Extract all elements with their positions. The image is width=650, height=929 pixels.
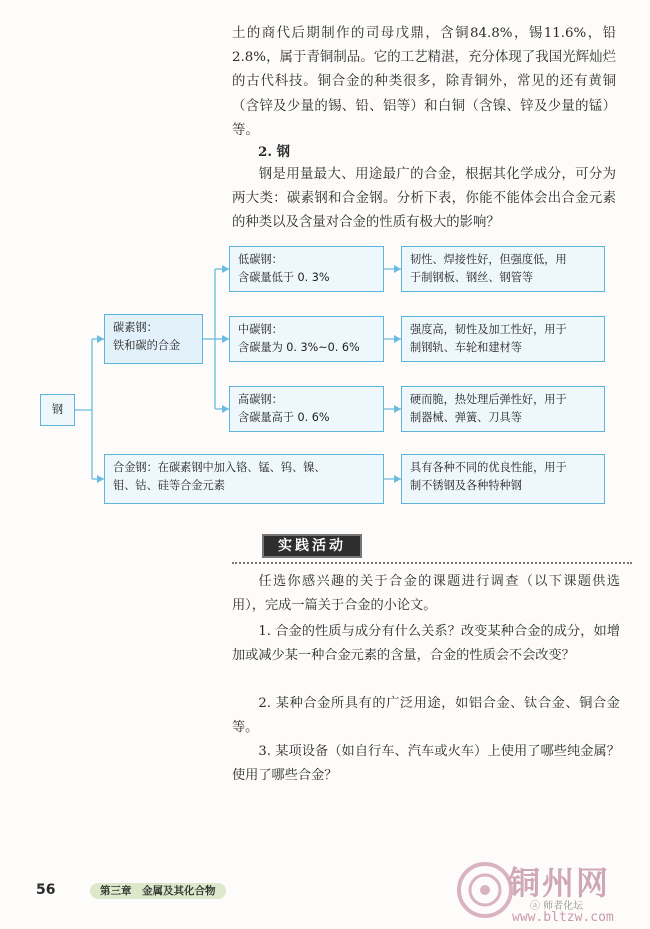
- steel-paragraph: 钢是用量最大、用途最广的合金，根据其化学成分，可分为两大类：碳素钢和合金钢。分析下表，你能不能体会出合金元素的种类以及含量对合金的性质有极大的影响？: [232, 167, 616, 231]
- mid-carbon-box: [229, 316, 384, 362]
- watermark-subtext: ⓐ 师者化坛: [530, 901, 584, 912]
- root-steel-label: 钢: [51, 403, 64, 416]
- section-heading-steel: 2. 钢: [258, 144, 291, 160]
- low-carbon-content: 含碳量低于 0. 3%: [238, 271, 330, 284]
- alloy-steel-box: [104, 454, 384, 504]
- low-carbon-title: 低碳钢：: [238, 253, 283, 266]
- high-carbon-properties: [401, 386, 605, 432]
- alloy-steel-prop-line2: 制不锈钢及各种特种钢: [410, 479, 522, 492]
- steel-classification-diagram: [0, 240, 650, 510]
- low-carbon-properties: [401, 246, 605, 292]
- low-carbon-box: [229, 246, 384, 292]
- high-carbon-content: 含碳量高于 0. 6%: [238, 411, 330, 424]
- alloy-steel-properties: [401, 454, 605, 504]
- activity-item-3: 3. 某项设备（如自行车、汽车或火车）上使用了哪些纯金属？使用了哪些合金？: [232, 744, 620, 783]
- mid-carbon-title: 中碳钢：: [238, 323, 283, 336]
- carbon-steel-title: 碳素钢：: [113, 321, 158, 334]
- alloy-steel-line1: 合金钢：在碳素钢中加入铬、锰、钨、镍、: [113, 461, 326, 474]
- intro-paragraph: 土的商代后期制作的司母戊鼎，含铜84.8%，锡11.6%，铅2.8%，属于青铜制品。它的工艺精湛，充分体现了我国光辉灿烂的古代科技。铜合金的种类很多，除青铜外，常见的还有黄铜（含锌及少量的锡、铅、铝等）和白铜（含镍、锌及少量的锰）等。: [232, 26, 616, 138]
- alloy-steel-line2: 钼、钴、硅等合金元素: [113, 479, 225, 492]
- activity-item-1: 1. 合金的性质与成分有什么关系？改变某种合金的成分，如增加或减少某一种合金元素的含量，合金的性质会不会改变？: [232, 624, 620, 663]
- carbon-steel-desc: 铁和碳的合金: [113, 339, 181, 352]
- carbon-steel-box: [104, 314, 203, 364]
- activity-intro: 任选你感兴趣的关于合金的课题进行调查（以下课题供选用），完成一篇关于合金的小论文。: [232, 574, 620, 613]
- chapter-label: 第三章 金属及其化合物: [90, 883, 226, 899]
- activity-item-2: 2. 某种合金所具有的广泛用途，如铝合金、钛合金、铜合金等。: [232, 696, 620, 735]
- page-number: 56: [36, 882, 56, 898]
- high-carbon-prop-line2: 制器械、弹簧、刀具等: [410, 411, 522, 424]
- low-carbon-prop-line2: 于制钢板、钢丝、钢管等: [410, 271, 534, 284]
- activity-banner: 实践活动: [262, 534, 362, 558]
- mid-carbon-content: 含碳量为 0. 3%~0. 6%: [238, 341, 360, 354]
- dotted-divider: [232, 562, 632, 564]
- watermark-url: www.bltzw.com: [512, 910, 614, 925]
- high-carbon-prop-line1: 硬而脆，热处理后弹性好，用于: [410, 393, 567, 406]
- root-steel-box: [40, 394, 75, 426]
- mid-carbon-prop-line2: 制钢轨、车轮和建材等: [410, 341, 522, 354]
- watermark-text: 铜州网: [508, 864, 611, 902]
- low-carbon-prop-line1: 韧性、焊接性好，但强度低，用: [410, 253, 567, 266]
- high-carbon-title: 高碳钢：: [238, 393, 283, 406]
- high-carbon-box: [229, 386, 384, 432]
- alloy-steel-prop-line1: 具有各种不同的优良性能，用于: [410, 461, 567, 474]
- mid-carbon-properties: [401, 316, 605, 362]
- mid-carbon-prop-line1: 强度高，韧性及加工性好，用于: [410, 323, 567, 336]
